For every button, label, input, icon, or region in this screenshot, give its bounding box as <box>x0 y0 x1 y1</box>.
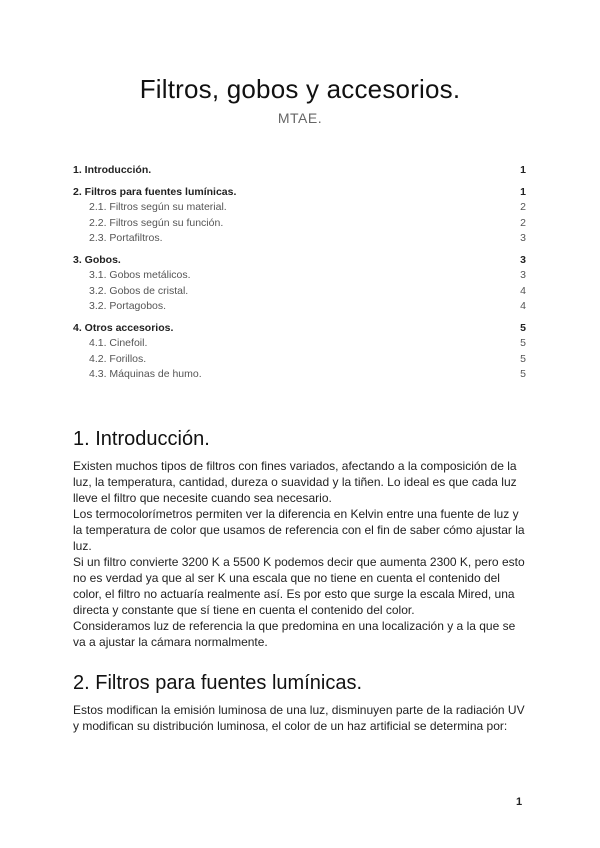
toc-entry-subsection[interactable] <box>73 231 526 247</box>
paragraph: Consideramos luz de referencia la que predomina en una localización y a la que se va a ajustar la cámara normalmente. <box>73 619 516 649</box>
section-heading-filtros: 2. Filtros para fuentes lumínicas. <box>73 672 363 694</box>
page-number: 1 <box>516 796 523 808</box>
toc-entry-label: 2.3. Portafiltros. <box>89 232 163 244</box>
toc-entry-page: 5 <box>520 368 526 380</box>
table-of-contents <box>73 163 526 383</box>
section-body-filtros <box>73 702 528 734</box>
toc-entry-label: 2. Filtros para fuentes lumínicas. <box>73 185 237 198</box>
toc-entry-page: 4 <box>520 300 526 312</box>
paragraph: Estos modifican la emisión luminosa de una luz, disminuyen parte de la radiación UV y modifican su distribución luminosa, el color de un haz artificial se determina por: <box>73 703 525 733</box>
section-heading-introduccion: 1. Introducción. <box>73 428 210 450</box>
toc-entry-label: 4.3. Máquinas de humo. <box>89 368 202 380</box>
toc-entry-label: 4. Otros accesorios. <box>73 321 174 334</box>
toc-entry-section[interactable] <box>73 321 526 337</box>
toc-entry-subsection[interactable] <box>73 352 526 368</box>
toc-entry-section[interactable] <box>73 253 526 269</box>
toc-entry-label: 3.2. Portagobos. <box>89 300 167 312</box>
toc-entry-subsection[interactable] <box>73 200 526 216</box>
toc-entry-section[interactable] <box>73 185 526 201</box>
toc-entry-page: 1 <box>520 164 526 176</box>
toc-entry-label: 3.2. Gobos de cristal. <box>89 284 189 297</box>
section-body-introduccion <box>73 458 528 650</box>
toc-entry-label: 2.1. Filtros según su material. <box>89 201 227 213</box>
toc-entry-page: 1 <box>520 185 526 198</box>
toc-entry-section[interactable] <box>73 163 526 179</box>
toc-entry-page: 2 <box>520 201 526 213</box>
toc-entry-subsection[interactable] <box>73 367 526 383</box>
toc-entry-page: 3 <box>520 232 526 244</box>
toc-entry-subsection[interactable] <box>73 268 526 284</box>
toc-entry-page: 5 <box>520 337 526 349</box>
toc-entry-page: 2 <box>520 216 526 229</box>
toc-entry-page: 4 <box>520 284 526 297</box>
toc-entry-subsection[interactable] <box>73 216 526 232</box>
toc-entry-subsection[interactable] <box>73 336 526 352</box>
toc-entry-page: 3 <box>520 269 526 281</box>
toc-entry-page: 5 <box>520 321 526 334</box>
toc-entry-label: 3. Gobos. <box>73 253 121 266</box>
toc-entry-label: 2.2. Filtros según su función. <box>89 216 224 229</box>
toc-entry-label: 3.1. Gobos metálicos. <box>89 269 191 281</box>
paragraph: Si un filtro convierte 3200 K a 5500 K podemos decir que aumenta 2300 K, pero esto no es verdad ya que al ser K una escala que no tiene en cuenta el contenido del color, el filtro no actuaría realmente así. Es por esto que surge la escala Mired, una directa y constante que sí tiene en cuenta el contenido del color. <box>73 555 525 617</box>
paragraph: Los termocolorímetros permiten ver la diferencia en Kelvin entre una fuente de luz y la temperatura de color que usamos de referencia con el fin de saber cómo ajustar la luz. <box>73 507 525 553</box>
paragraph: Existen muchos tipos de filtros con fines variados, afectando a la composición de la luz, la temperatura, cantidad, dureza o suavidad y la tiñen. Lo ideal es que cada luz lleve el filtro que necesite cuando sea necesario. <box>73 459 517 505</box>
toc-entry-page: 5 <box>520 352 526 365</box>
document-title: Filtros, gobos y accesorios. <box>139 74 461 104</box>
document-subtitle: MTAE. <box>277 110 323 126</box>
toc-entry-page: 3 <box>520 253 526 266</box>
toc-entry-subsection[interactable] <box>73 299 526 315</box>
toc-entry-label: 1. Introducción. <box>73 164 152 176</box>
toc-entry-label: 4.2. Forillos. <box>89 352 147 365</box>
toc-entry-subsection[interactable] <box>73 284 526 300</box>
toc-entry-label: 4.1. Cinefoil. <box>89 337 148 349</box>
